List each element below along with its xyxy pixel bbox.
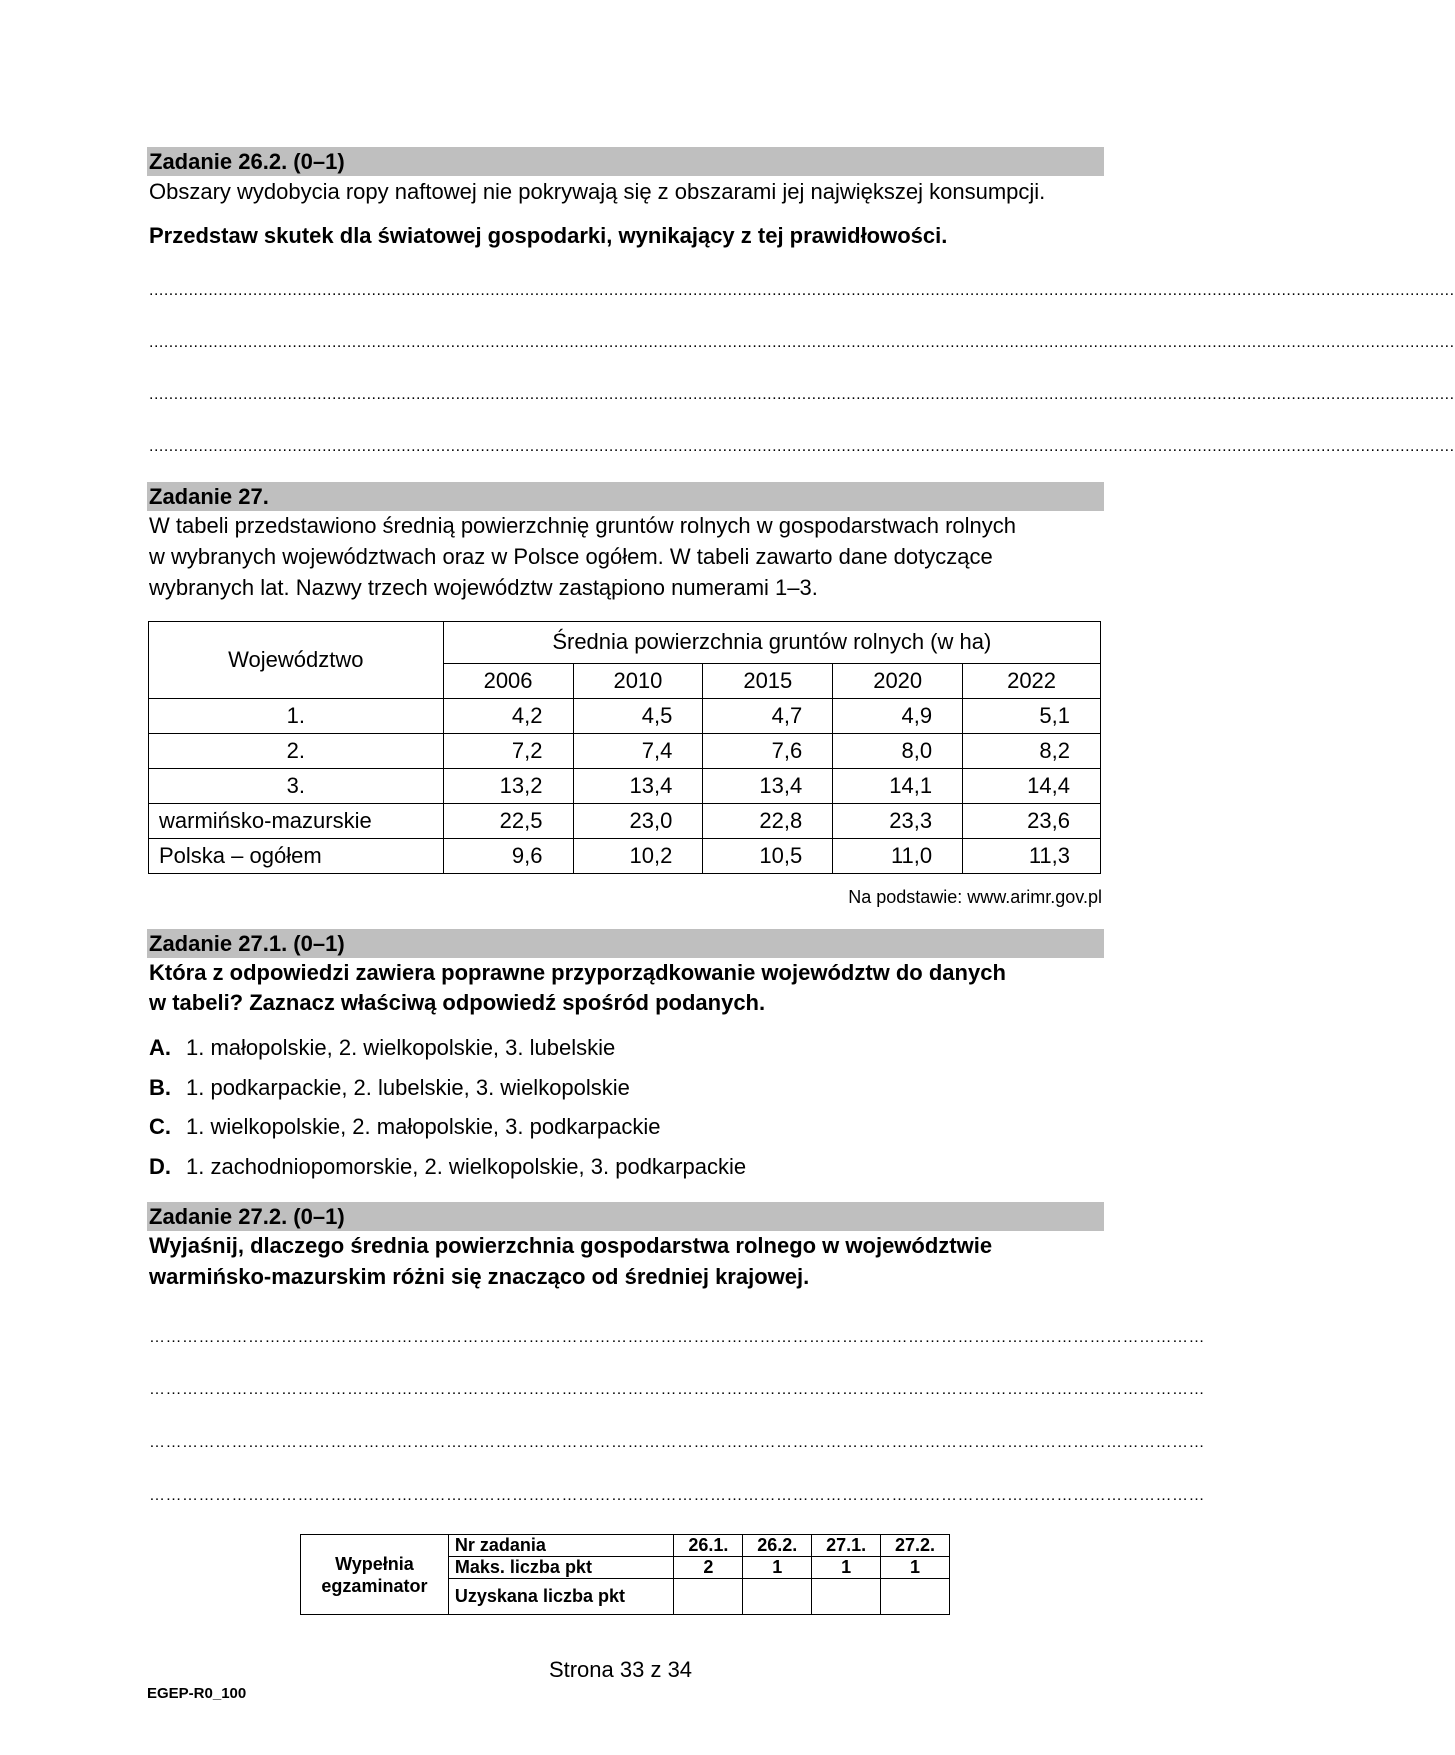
task-27-1-header: Zadanie 27.1. (0–1) [147,929,1104,958]
max-points: 1 [812,1557,881,1579]
option-text: 1. zachodniopomorskie, 2. wielkopolskie, 3. podkarpackie [186,1154,747,1179]
answer-option-d[interactable] [149,1154,746,1180]
task-27-intro-line: w wybranych województwach oraz w Polsce ogółem. W tabeli zawarto dane dotyczące [149,544,993,569]
table-cell: 4,2 [443,699,573,734]
examiner-score-table [300,1534,950,1615]
option-text: 1. wielkopolskie, 2. małopolskie, 3. podkarpackie [186,1114,661,1139]
table-cell: 11,0 [833,839,963,874]
task-27-2-question: warmińsko-mazurskim różni się znacząco od średniej krajowej. [149,1264,810,1289]
task-number: 27.2. [881,1535,950,1557]
year-header: 2010 [573,663,703,698]
page-number: Strona 33 z 34 [548,1657,693,1682]
row-label: 3. [149,769,444,804]
option-letter: C. [149,1114,171,1139]
table-cell: 13,2 [443,769,573,804]
table-cell: 9,6 [443,839,573,874]
answer-line[interactable]: ........................................................................................................................................................................................................................................................................ [149,282,1455,299]
table-cell: 13,4 [703,769,833,804]
table-row [149,699,1101,734]
voivodeship-column-header: Województwo [149,622,444,699]
farmland-table [148,621,1101,874]
examiner-label-line: egzaminator [321,1575,428,1596]
answer-option-a[interactable] [149,1035,615,1061]
year-header: 2020 [833,663,963,698]
answer-line[interactable]: ………………………………………………………………………………………………………………………………………………………………………… [149,1487,1205,1504]
table-row [149,839,1101,874]
table-cell: 10,2 [573,839,703,874]
table-cell: 23,6 [963,804,1101,839]
option-text: 1. podkarpackie, 2. lubelskie, 3. wielkopolskie [186,1075,630,1100]
table-cell: 4,7 [703,699,833,734]
obtained-points-input[interactable] [812,1579,881,1615]
table-source: Na podstawie: www.arimr.gov.pl [848,887,1102,907]
row-label: Polska – ogółem [149,839,444,874]
year-header: 2015 [703,663,833,698]
answer-line[interactable]: ........................................................................................................................................................................................................................................................................ [149,334,1455,351]
task-number: 26.1. [674,1535,743,1557]
max-points: 1 [743,1557,812,1579]
answer-line[interactable]: ………………………………………………………………………………………………………………………………………………………………………… [149,1329,1205,1346]
examiner-label [301,1535,449,1615]
table-cell: 14,4 [963,769,1101,804]
answer-line[interactable]: ………………………………………………………………………………………………………………………………………………………………………… [149,1434,1205,1451]
answer-line[interactable]: ………………………………………………………………………………………………………………………………………………………………………… [149,1381,1205,1398]
row-label: 1. [149,699,444,734]
obtained-points-input[interactable] [674,1579,743,1615]
table-cell: 7,4 [573,734,703,769]
task-26-2-header: Zadanie 26.2. (0–1) [147,147,1104,176]
option-letter: A. [149,1035,171,1060]
max-points: 1 [881,1557,950,1579]
table-cell: 4,9 [833,699,963,734]
area-group-header: Średnia powierzchnia gruntów rolnych (w ha) [443,622,1100,664]
obtained-points-label: Uzyskana liczba pkt [448,1579,674,1615]
table-row [149,734,1101,769]
table-cell: 7,6 [703,734,833,769]
task-27-2-question: Wyjaśnij, dlaczego średnia powierzchnia gospodarstwa rolnego w województwie [149,1233,993,1258]
exam-code: EGEP-R0_100 [147,1685,247,1702]
task-27-header: Zadanie 27. [147,482,1104,511]
task-number: 26.2. [743,1535,812,1557]
task-27-1-question: Która z odpowiedzi zawiera poprawne przyporządkowanie województw do danych [149,960,1006,985]
task-27-intro-line: W tabeli przedstawiono średnią powierzchnię gruntów rolnych w gospodarstwach rolnych [149,513,1016,538]
table-cell: 5,1 [963,699,1101,734]
answer-line[interactable]: ........................................................................................................................................................................................................................................................................ [149,438,1455,455]
task-26-2-text: Obszary wydobycia ropy naftowej nie pokrywają się z obszarami jej największej konsumpcji. [149,179,1046,204]
table-cell: 22,5 [443,804,573,839]
table-cell: 13,4 [573,769,703,804]
task-27-2-header: Zadanie 27.2. (0–1) [147,1202,1104,1231]
table-row [149,769,1101,804]
table-row [149,804,1101,839]
row-label: warmińsko-mazurskie [149,804,444,839]
table-cell: 22,8 [703,804,833,839]
option-text: 1. małopolskie, 2. wielkopolskie, 3. lubelskie [186,1035,616,1060]
table-cell: 8,0 [833,734,963,769]
answer-line[interactable]: ........................................................................................................................................................................................................................................................................ [149,386,1455,403]
row-label: 2. [149,734,444,769]
table-cell: 10,5 [703,839,833,874]
task-number: 27.1. [812,1535,881,1557]
option-letter: B. [149,1075,171,1100]
task-27-1-question: w tabeli? Zaznacz właściwą odpowiedź spośród podanych. [149,990,766,1015]
year-header: 2022 [963,663,1101,698]
max-points: 2 [674,1557,743,1579]
table-cell: 8,2 [963,734,1101,769]
table-cell: 23,3 [833,804,963,839]
examiner-label-line: Wypełnia [335,1553,414,1574]
table-cell: 7,2 [443,734,573,769]
task-27-intro-line: wybranych lat. Nazwy trzech województw zastąpiono numerami 1–3. [149,575,818,600]
task-number-label: Nr zadania [448,1535,674,1557]
obtained-points-input[interactable] [743,1579,812,1615]
table-cell: 4,5 [573,699,703,734]
option-letter: D. [149,1154,171,1179]
year-header: 2006 [443,663,573,698]
answer-option-c[interactable] [149,1114,660,1140]
table-cell: 23,0 [573,804,703,839]
table-cell: 14,1 [833,769,963,804]
obtained-points-input[interactable] [881,1579,950,1615]
max-points-label: Maks. liczba pkt [448,1557,674,1579]
answer-option-b[interactable] [149,1075,630,1101]
task-26-2-question: Przedstaw skutek dla światowej gospodarki, wynikający z tej prawidłowości. [149,223,948,248]
table-cell: 11,3 [963,839,1101,874]
